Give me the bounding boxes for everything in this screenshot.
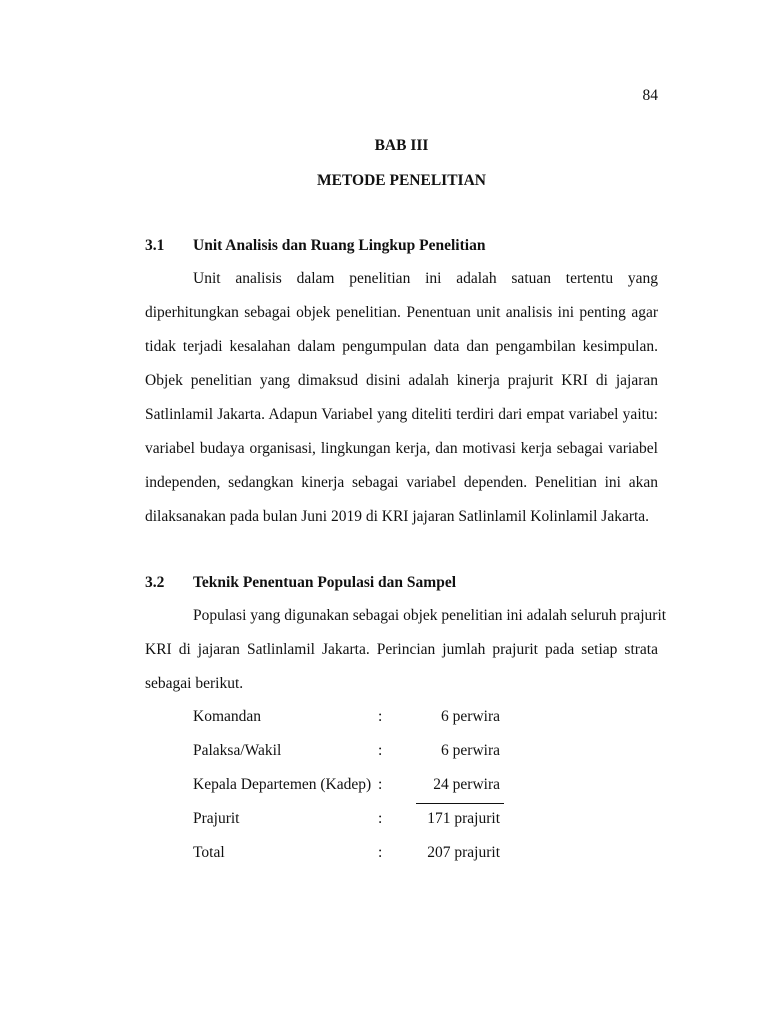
strata-label: Prajurit (193, 810, 240, 827)
strata-table (193, 708, 513, 878)
strata-total-row (193, 844, 513, 878)
section-title: Unit Analisis dan Ruang Lingkup Penelitian (193, 237, 486, 254)
paragraph-line: diperhitungkan sebagai objek penelitian. Penentuan unit analisis ini penting agar (145, 304, 658, 321)
strata-label: Palaksa/Wakil (193, 742, 282, 759)
paragraph-populasi (145, 607, 667, 709)
strata-label: Total (193, 844, 225, 861)
strata-label: Komandan (193, 708, 262, 725)
chapter-label: BAB III (374, 137, 429, 154)
paragraph-line: Unit analisis dalam penelitian ini adalah satuan tertentu yang (193, 270, 658, 287)
strata-colon: : (378, 776, 383, 793)
section-number: 3.2 (145, 574, 165, 591)
paragraph-line: Populasi yang digunakan sebagai objek penelitian ini adalah seluruh prajurit (193, 607, 667, 624)
strata-value: 24 perwira (433, 776, 500, 793)
paragraph-line: tidak terjadi kesalahan dalam pengumpulan data dan pengambilan kesimpulan. (145, 338, 658, 355)
strata-value: 6 perwira (441, 742, 500, 759)
paragraph-line: KRI di jajaran Satlinlamil Jakarta. Perincian jumlah prajurit pada setiap strata (145, 641, 658, 658)
chapter-title: METODE PENELITIAN (317, 172, 486, 189)
strata-row (193, 742, 513, 776)
strata-label: Kepala Departemen (Kadep) (193, 776, 372, 793)
paragraph-line: sebagai berikut. (145, 675, 244, 692)
strata-value: 171 prajurit (427, 810, 500, 827)
paragraph-line: variabel budaya organisasi, lingkungan kerja, dan motivasi kerja sebagai variabel (145, 440, 658, 457)
section-title: Teknik Penentuan Populasi dan Sampel (193, 574, 457, 591)
strata-colon: : (378, 844, 383, 861)
strata-value: 207 prajurit (427, 844, 500, 861)
paragraph-unit-analisis (145, 270, 658, 542)
paragraph-line: Objek penelitian yang dimaksud disini adalah kinerja prajurit KRI di jajaran (145, 372, 658, 389)
paragraph-line: dilaksanakan pada bulan Juni 2019 di KRI jajaran Satlinlamil Kolinlamil Jakarta. (145, 508, 650, 525)
paragraph-line: Satlinlamil Jakarta. Adapun Variabel yang diteliti terdiri dari empat variabel yaitu: (145, 406, 658, 423)
strata-row (193, 708, 513, 742)
sum-divider-line (416, 803, 504, 804)
strata-colon: : (378, 742, 383, 759)
section-number: 3.1 (145, 237, 165, 254)
paragraph-line: independen, sedangkan kinerja sebagai variabel dependen. Penelitian ini akan (145, 474, 658, 491)
strata-row (193, 810, 513, 844)
section-heading-3-1 (145, 237, 485, 255)
page-number: 84 (642, 87, 658, 104)
strata-row (193, 776, 513, 810)
strata-colon: : (378, 810, 383, 827)
section-heading-3-2 (145, 574, 456, 592)
strata-value: 6 perwira (441, 708, 500, 725)
strata-colon: : (378, 708, 383, 725)
